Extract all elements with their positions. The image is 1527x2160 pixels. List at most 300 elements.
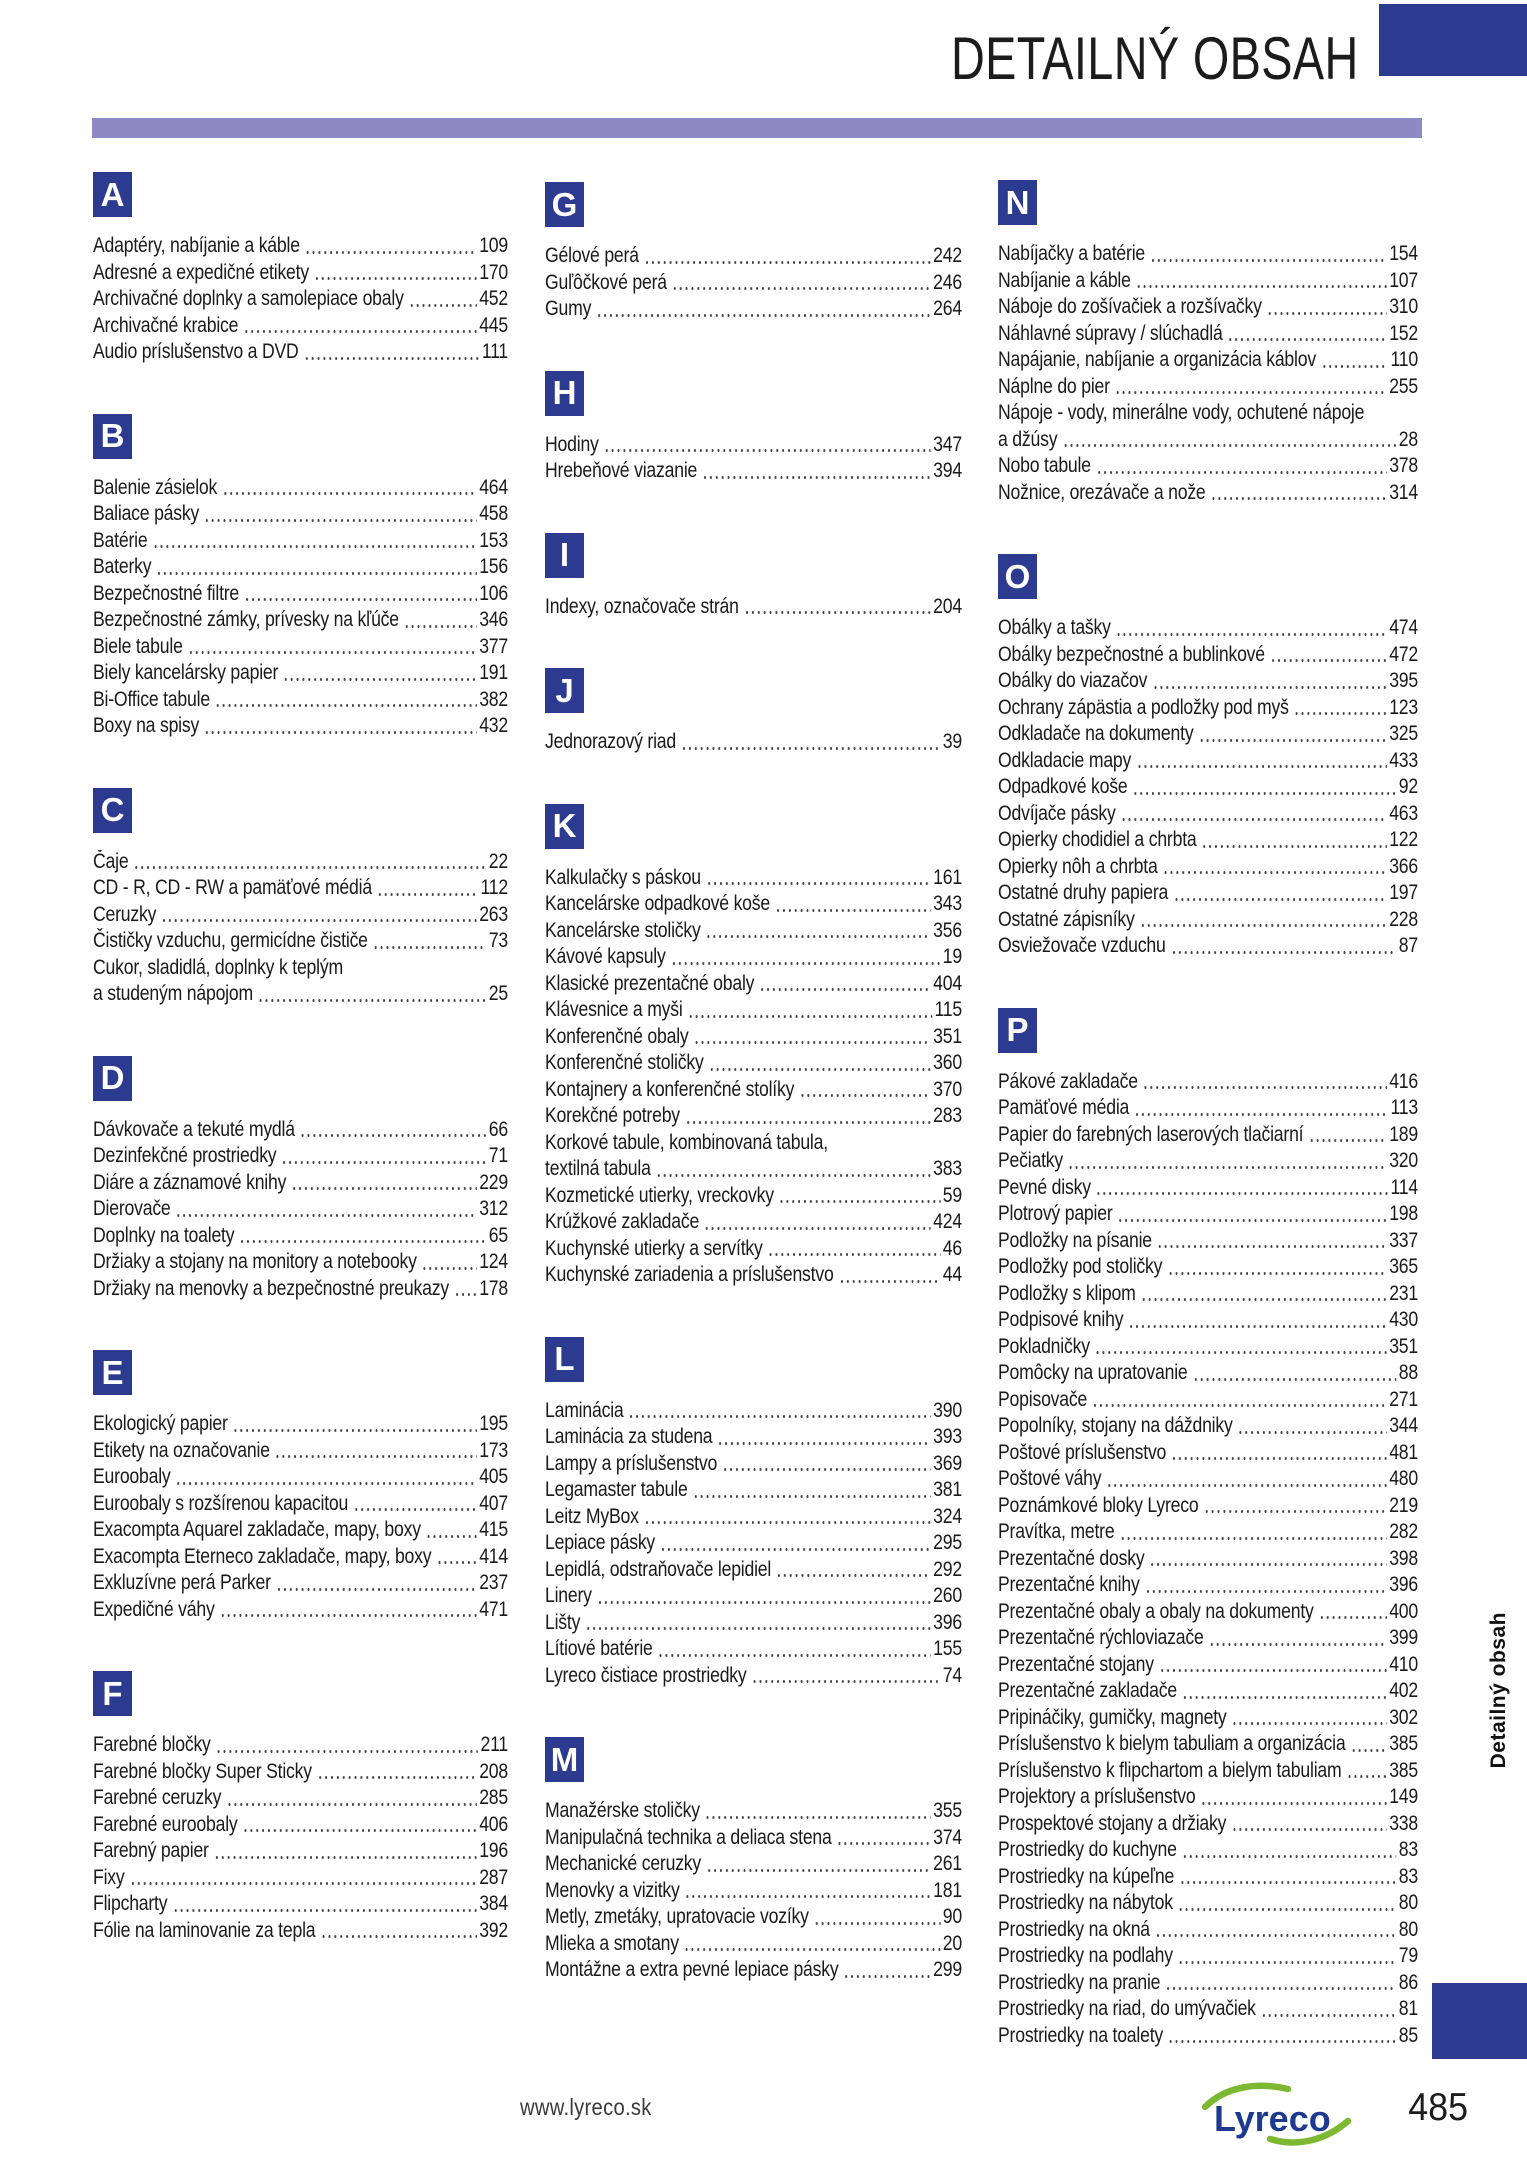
section-M xyxy=(545,1737,962,1984)
side-tab-block xyxy=(1432,1983,1527,2059)
toc-entry-label: Kancelárske stoličky xyxy=(545,918,701,942)
dot-leader xyxy=(305,247,477,256)
toc-entry-page: 80 xyxy=(1398,1917,1418,1941)
toc-entry xyxy=(998,615,1418,642)
toc-entry-page: 264 xyxy=(933,297,962,320)
toc-entry xyxy=(93,1544,508,1571)
toc-entry-page: 88 xyxy=(1398,1361,1418,1384)
dot-leader xyxy=(1294,708,1387,717)
toc-entry-page: 152 xyxy=(1389,321,1418,345)
section-B xyxy=(93,414,508,740)
toc-entry-label: Podložky na písanie xyxy=(998,1228,1152,1252)
dot-leader xyxy=(604,445,931,454)
dot-leader xyxy=(1155,1930,1396,1939)
toc-entry xyxy=(545,971,962,998)
toc-entry-label: Exacompta Aquarel zakladače, mapy, boxy xyxy=(93,1518,421,1541)
dot-leader xyxy=(1136,761,1386,770)
section-A xyxy=(93,172,508,366)
dot-leader xyxy=(1178,1957,1396,1966)
toc-entry-page: 415 xyxy=(479,1518,508,1541)
toc-entry-label: Montážne a extra pevné lepiace pásky xyxy=(545,1958,839,1981)
toc-entry xyxy=(998,854,1418,881)
dot-leader xyxy=(844,1971,931,1980)
toc-entry xyxy=(93,660,508,687)
toc-entry xyxy=(93,849,508,876)
toc-entry xyxy=(998,1334,1418,1361)
toc-entry-label: Dierovače xyxy=(93,1197,171,1220)
toc-entry-label: Prostriedky na riad, do umývačiek xyxy=(998,1997,1256,2020)
toc-entry-label: Poznámkové bloky Lyreco xyxy=(998,1493,1199,1517)
section-entries xyxy=(545,594,962,621)
toc-entry-page: 106 xyxy=(479,581,508,605)
dot-leader xyxy=(704,1223,931,1232)
dot-leader xyxy=(1116,629,1387,638)
dot-leader xyxy=(1232,1718,1387,1727)
toc-entry-label: Indexy, označovače strán xyxy=(545,594,739,618)
dot-leader xyxy=(281,1157,486,1166)
dot-leader xyxy=(426,1531,477,1540)
toc-entry xyxy=(998,400,1418,427)
toc-entry-label: Plotrový papier xyxy=(998,1202,1113,1225)
toc-entry xyxy=(998,1625,1418,1652)
dot-leader xyxy=(239,1236,486,1245)
section-entries xyxy=(93,1732,508,1944)
dot-leader xyxy=(436,1557,476,1566)
toc-entry-page: 25 xyxy=(488,982,508,1005)
toc-entry-page: 196 xyxy=(479,1839,508,1862)
toc-entry xyxy=(545,997,962,1024)
toc-entry xyxy=(545,1103,962,1130)
toc-entry-label: Adaptéry, nabíjanie a káble xyxy=(93,234,300,257)
toc-entry xyxy=(998,1069,1418,1096)
toc-entry-page: 170 xyxy=(479,260,508,284)
toc-entry xyxy=(998,880,1418,907)
toc-entry-page: 399 xyxy=(1389,1626,1418,1649)
toc-entry-label: Prostriedky na podlahy xyxy=(998,1944,1173,1967)
toc-entry-label: Exacompta Eterneco zakladače, mapy, boxy xyxy=(93,1544,432,1568)
toc-entry xyxy=(93,286,508,313)
toc-entry-label: Biely kancelársky papier xyxy=(93,661,279,684)
dot-leader xyxy=(454,1289,477,1298)
toc-entry xyxy=(545,1825,962,1852)
toc-entry-page: 400 xyxy=(1389,1599,1418,1623)
dot-leader xyxy=(1201,1798,1387,1807)
section-entries xyxy=(545,865,962,1289)
toc-entry xyxy=(998,1652,1418,1679)
dot-leader xyxy=(1308,1135,1386,1144)
dot-leader xyxy=(304,353,480,362)
dot-leader xyxy=(1141,1294,1387,1303)
toc-entry-page: 324 xyxy=(933,1504,962,1528)
toc-entry xyxy=(998,1254,1418,1281)
toc-entry-label: a studeným nápojom xyxy=(93,982,253,1005)
toc-entry-label: Flipcharty xyxy=(93,1892,168,1915)
toc-entry xyxy=(998,1281,1418,1308)
toc-entry xyxy=(998,427,1418,454)
toc-entry-page: 115 xyxy=(934,998,962,1021)
toc-entry-label: Prostriedky na pranie xyxy=(998,1970,1161,1994)
toc-entry-label: Manažérske stoličky xyxy=(545,1799,700,1822)
toc-entry xyxy=(93,1170,508,1197)
section-I xyxy=(545,533,962,621)
toc-entry-label: Cukor, sladidlá, doplnky k teplým xyxy=(93,955,343,979)
toc-entry xyxy=(998,1413,1418,1440)
toc-entry-label: Odkladacie mapy xyxy=(998,748,1132,772)
toc-entry-page: 433 xyxy=(1389,748,1418,772)
toc-entry xyxy=(998,1811,1418,1838)
dot-leader xyxy=(1119,1533,1386,1542)
toc-entry-label: Prezentačné zakladače xyxy=(998,1679,1177,1702)
toc-entry xyxy=(93,1891,508,1918)
toc-entry xyxy=(93,1438,508,1465)
toc-entry-label: Laminácia za studena xyxy=(545,1425,713,1448)
toc-entry-label: Menovky a vizitky xyxy=(545,1878,680,1902)
toc-entry-label: Prostriedky na toalety xyxy=(998,2023,1164,2047)
toc-entry-label: Euroobaly s rozšírenou kapacitou xyxy=(93,1491,349,1515)
dot-leader xyxy=(156,568,476,577)
toc-entry xyxy=(998,1996,1418,2023)
toc-entry xyxy=(93,1411,508,1438)
toc-entry-page: 86 xyxy=(1398,1970,1418,1994)
toc-entry-page: 219 xyxy=(1389,1493,1418,1517)
toc-entry xyxy=(998,1837,1418,1864)
dot-leader xyxy=(1140,920,1387,929)
toc-entry-page: 191 xyxy=(479,661,508,684)
toc-entry xyxy=(545,944,962,971)
dot-leader xyxy=(706,931,931,940)
dot-leader xyxy=(243,1825,477,1834)
toc-entry xyxy=(998,1228,1418,1255)
dot-leader xyxy=(705,1812,931,1821)
toc-entry-label: Expedičné váhy xyxy=(93,1597,215,1621)
toc-entry-label: Konferenčné stoličky xyxy=(545,1051,704,1074)
dot-leader xyxy=(1202,841,1387,850)
toc-entry-label: Exkluzívne perá Parker xyxy=(93,1571,271,1594)
dot-leader xyxy=(215,700,477,709)
dot-leader xyxy=(1238,1427,1387,1436)
toc-entry-label: Príslušenstvo k flipchartom a bielym tabuliam xyxy=(998,1758,1342,1782)
toc-entry-page: 414 xyxy=(479,1544,508,1568)
toc-entry-label: Prezentačné dosky xyxy=(998,1546,1145,1570)
section-entries xyxy=(998,241,1418,506)
toc-entry xyxy=(998,668,1418,695)
dot-leader xyxy=(694,1037,931,1046)
section-entries xyxy=(93,1117,508,1303)
dot-leader xyxy=(693,1491,931,1500)
dot-leader xyxy=(799,1090,930,1099)
index-column-2 xyxy=(545,0,962,1984)
section-letter-badge: E xyxy=(93,1350,132,1395)
dot-leader xyxy=(1134,1109,1388,1118)
toc-entry-label: Nobo tabule xyxy=(998,454,1091,477)
toc-entry-page: 178 xyxy=(479,1276,508,1300)
toc-entry-label: Linery xyxy=(545,1584,592,1607)
toc-entry-label: Archivačné doplnky a samolepiace obaly xyxy=(93,287,404,310)
dot-leader xyxy=(1150,1559,1387,1568)
section-N xyxy=(998,180,1418,506)
toc-entry xyxy=(93,1785,508,1812)
section-entries xyxy=(93,849,508,1008)
toc-entry-page: 432 xyxy=(479,714,508,737)
section-letter-badge: P xyxy=(998,1008,1037,1053)
dot-leader xyxy=(353,1504,477,1513)
toc-entry xyxy=(998,721,1418,748)
toc-entry xyxy=(998,1943,1418,1970)
toc-entry-page: 154 xyxy=(1389,242,1418,265)
toc-entry-label: Lyreco čistiace prostriedky xyxy=(545,1663,747,1687)
toc-entry-label: Prezentačné rýchloviazače xyxy=(998,1626,1204,1649)
section-entries xyxy=(545,729,962,756)
dot-leader xyxy=(291,1183,476,1192)
dot-leader xyxy=(776,1570,930,1579)
dot-leader xyxy=(1173,894,1386,903)
toc-entry-page: 424 xyxy=(933,1210,962,1233)
toc-entry-label: Príslušenstvo k bielym tabuliam a organizácia xyxy=(998,1732,1346,1755)
toc-entry-page: 392 xyxy=(479,1918,508,1942)
toc-entry xyxy=(998,801,1418,828)
toc-entry xyxy=(93,1117,508,1144)
toc-entry-page: 471 xyxy=(479,1597,508,1621)
toc-entry xyxy=(998,1758,1418,1785)
toc-entry xyxy=(545,1636,962,1663)
toc-entry-page: 377 xyxy=(479,634,508,658)
toc-entry xyxy=(998,907,1418,934)
toc-entry-label: Lepiace pásky xyxy=(545,1531,656,1554)
section-entries xyxy=(998,615,1418,960)
dot-leader xyxy=(1128,1321,1386,1330)
dot-leader xyxy=(1321,361,1388,370)
toc-entry xyxy=(93,713,508,740)
toc-entry-page: 161 xyxy=(933,865,962,889)
dot-leader xyxy=(660,1544,931,1553)
toc-entry xyxy=(545,243,962,270)
toc-entry-label: Náhlavné súpravy / slúchadlá xyxy=(998,321,1223,345)
toc-entry-page: 19 xyxy=(942,945,962,968)
toc-entry-page: 155 xyxy=(933,1637,962,1660)
toc-entry xyxy=(998,1387,1418,1414)
toc-entry xyxy=(545,432,962,459)
toc-entry xyxy=(998,347,1418,374)
dot-leader xyxy=(1132,788,1396,797)
toc-entry-page: 383 xyxy=(933,1157,962,1180)
section-K xyxy=(545,804,962,1289)
toc-entry-page: 79 xyxy=(1398,1944,1418,1967)
dot-leader xyxy=(1171,1453,1386,1462)
dot-leader xyxy=(706,1865,931,1874)
toc-entry-page: 189 xyxy=(1389,1122,1418,1146)
toc-entry-page: 384 xyxy=(479,1892,508,1915)
dot-leader xyxy=(1165,1983,1396,1992)
toc-entry-page: 472 xyxy=(1389,642,1418,666)
dot-leader xyxy=(275,1451,477,1460)
toc-entry-label: Archivačné krabice xyxy=(93,313,239,337)
toc-entry-page: 271 xyxy=(1389,1387,1418,1411)
toc-entry-label: Projektory a príslušenstvo xyxy=(998,1785,1196,1808)
toc-entry-page: 338 xyxy=(1389,1811,1418,1835)
toc-entry xyxy=(998,1572,1418,1599)
dot-leader xyxy=(320,1931,476,1940)
dot-leader xyxy=(685,1891,931,1900)
toc-entry xyxy=(998,1864,1418,1891)
toc-entry xyxy=(545,1931,962,1958)
toc-entry xyxy=(93,1918,508,1945)
dot-leader xyxy=(176,1478,477,1487)
toc-entry xyxy=(545,1451,962,1478)
dot-leader xyxy=(1179,1877,1396,1886)
dot-leader xyxy=(404,621,477,630)
toc-entry-page: 370 xyxy=(933,1077,962,1101)
toc-entry-page: 463 xyxy=(1389,801,1418,825)
toc-entry-page: 299 xyxy=(933,1958,962,1981)
dot-leader xyxy=(1270,655,1387,664)
section-letter-badge: C xyxy=(93,788,132,833)
toc-entry-label: Lišty xyxy=(545,1610,581,1634)
toc-entry-label: Farebný papier xyxy=(93,1839,209,1862)
dot-leader xyxy=(702,472,930,481)
toc-entry-label: Odvíjače pásky xyxy=(998,801,1116,825)
toc-entry xyxy=(998,1175,1418,1202)
toc-entry-page: 71 xyxy=(488,1144,508,1167)
dot-leader xyxy=(596,310,930,319)
toc-entry xyxy=(998,1678,1418,1705)
dot-leader xyxy=(759,984,930,993)
dot-leader xyxy=(1228,334,1387,343)
toc-entry-page: 405 xyxy=(479,1465,508,1488)
dot-leader xyxy=(656,1170,931,1179)
toc-entry-label: Nápoje - vody, minerálne vody, ochutené nápoje xyxy=(998,401,1365,424)
toc-entry-label: Legamaster tabule xyxy=(545,1478,688,1501)
toc-entry-page: 407 xyxy=(479,1491,508,1515)
toc-entry-page: 344 xyxy=(1389,1414,1418,1437)
toc-entry-label: Mlieka a smotany xyxy=(545,1931,679,1955)
toc-entry-label: Farebné bločky xyxy=(93,1733,211,1756)
section-letter-badge: B xyxy=(93,414,132,459)
section-O xyxy=(998,554,1418,960)
dot-leader xyxy=(188,647,477,656)
toc-entry-label: Ostatné zápisníky xyxy=(998,907,1135,931)
toc-entry-page: 365 xyxy=(1389,1255,1418,1278)
toc-entry-label: Podpisové knihy xyxy=(998,1308,1124,1331)
toc-entry xyxy=(545,1262,962,1289)
toc-entry-page: 65 xyxy=(488,1223,508,1247)
section-entries xyxy=(545,1398,962,1690)
toc-entry xyxy=(93,1865,508,1892)
toc-entry-page: 285 xyxy=(479,1786,508,1809)
toc-entry-label: Farebné euroobaly xyxy=(93,1812,238,1836)
dot-leader xyxy=(1092,1400,1387,1409)
dot-leader xyxy=(629,1411,931,1420)
dot-leader xyxy=(204,515,477,524)
toc-entry xyxy=(93,1570,508,1597)
toc-entry-page: 83 xyxy=(1398,1864,1418,1888)
toc-entry-page: 81 xyxy=(1398,1997,1418,2020)
toc-entry-label: Podložky pod stoličky xyxy=(998,1255,1163,1278)
toc-entry xyxy=(998,480,1418,507)
toc-entry-page: 195 xyxy=(479,1412,508,1435)
toc-entry-page: 231 xyxy=(1389,1281,1418,1305)
dot-leader xyxy=(1121,814,1387,823)
dot-leader xyxy=(688,1011,932,1020)
dot-leader xyxy=(706,878,931,887)
toc-entry xyxy=(93,687,508,714)
toc-entry-page: 28 xyxy=(1398,427,1418,451)
toc-entry-label: Biele tabule xyxy=(93,634,183,658)
toc-entry-page: 255 xyxy=(1389,374,1418,398)
toc-entry xyxy=(545,865,962,892)
toc-entry-page: 343 xyxy=(933,892,962,915)
toc-entry xyxy=(998,1546,1418,1573)
toc-entry-label: Držiaky na menovky a bezpečnostné preukazy xyxy=(93,1276,449,1300)
toc-entry-label: Korekčné potreby xyxy=(545,1104,680,1127)
dot-leader xyxy=(422,1263,477,1272)
dot-leader xyxy=(1159,1665,1387,1674)
toc-entry xyxy=(998,1122,1418,1149)
section-entries xyxy=(93,233,508,366)
toc-entry-page: 261 xyxy=(933,1852,962,1875)
toc-entry-page: 480 xyxy=(1389,1467,1418,1490)
toc-entry xyxy=(93,554,508,581)
toc-entry-label: Boxy na spisy xyxy=(93,714,200,737)
toc-entry-label: Bezpečnostné zámky, prívesky na kľúče xyxy=(93,608,399,631)
toc-entry-label: Kávové kapsuly xyxy=(545,945,666,968)
toc-entry-page: 310 xyxy=(1389,295,1418,318)
dot-leader xyxy=(1203,1506,1386,1515)
dot-leader xyxy=(1193,1374,1397,1383)
toc-entry-label: Pevné disky xyxy=(998,1175,1091,1199)
toc-entry-label: Kuchynské utierky a servítky xyxy=(545,1236,763,1260)
toc-entry-label: Nabíjačky a batérie xyxy=(998,242,1146,265)
section-letter-badge: G xyxy=(545,182,584,227)
dot-leader xyxy=(585,1623,930,1632)
toc-entry xyxy=(93,1249,508,1276)
toc-entry-page: 445 xyxy=(479,313,508,337)
section-letter-badge: I xyxy=(545,533,584,578)
dot-leader xyxy=(1178,1904,1396,1913)
dot-leader xyxy=(768,1249,941,1258)
dot-leader xyxy=(161,915,476,924)
toc-entry-label: Baterky xyxy=(93,555,152,578)
toc-entry-page: 74 xyxy=(942,1663,962,1687)
toc-entry-page: 390 xyxy=(933,1398,962,1422)
toc-entry-label: Bi-Office tabule xyxy=(93,687,210,711)
dot-leader xyxy=(1168,2036,1396,2045)
toc-entry-label: Farebné bločky Super Sticky xyxy=(93,1759,312,1783)
dot-leader xyxy=(373,942,486,951)
toc-entry-page: 378 xyxy=(1389,454,1418,477)
toc-entry-label: Popolníky, stojany na dáždniky xyxy=(998,1414,1233,1437)
toc-entry-page: 22 xyxy=(488,849,508,873)
toc-entry-page: 263 xyxy=(479,902,508,926)
toc-entry-page: 406 xyxy=(479,1812,508,1836)
toc-entry xyxy=(998,1917,1418,1944)
toc-entry-label: Popisovače xyxy=(998,1387,1088,1411)
toc-entry xyxy=(545,1663,962,1690)
toc-entry-label: Pravítka, metre xyxy=(998,1520,1115,1543)
toc-entry-label: Euroobaly xyxy=(93,1465,171,1488)
toc-entry-page: 149 xyxy=(1389,1785,1418,1808)
section-entries xyxy=(545,1798,962,1984)
toc-entry-page: 156 xyxy=(479,555,508,578)
toc-entry-label: Náplne do pier xyxy=(998,374,1110,398)
dot-leader xyxy=(220,1610,477,1619)
toc-entry-page: 237 xyxy=(479,1571,508,1594)
toc-entry-label: Mechanické ceruzky xyxy=(545,1852,702,1875)
section-letter-badge: K xyxy=(545,804,584,849)
toc-entry-label: Kalkulačky s páskou xyxy=(545,865,701,889)
toc-entry-label: Gélové perá xyxy=(545,244,639,267)
toc-entry-page: 356 xyxy=(933,918,962,942)
toc-entry xyxy=(545,1130,962,1157)
